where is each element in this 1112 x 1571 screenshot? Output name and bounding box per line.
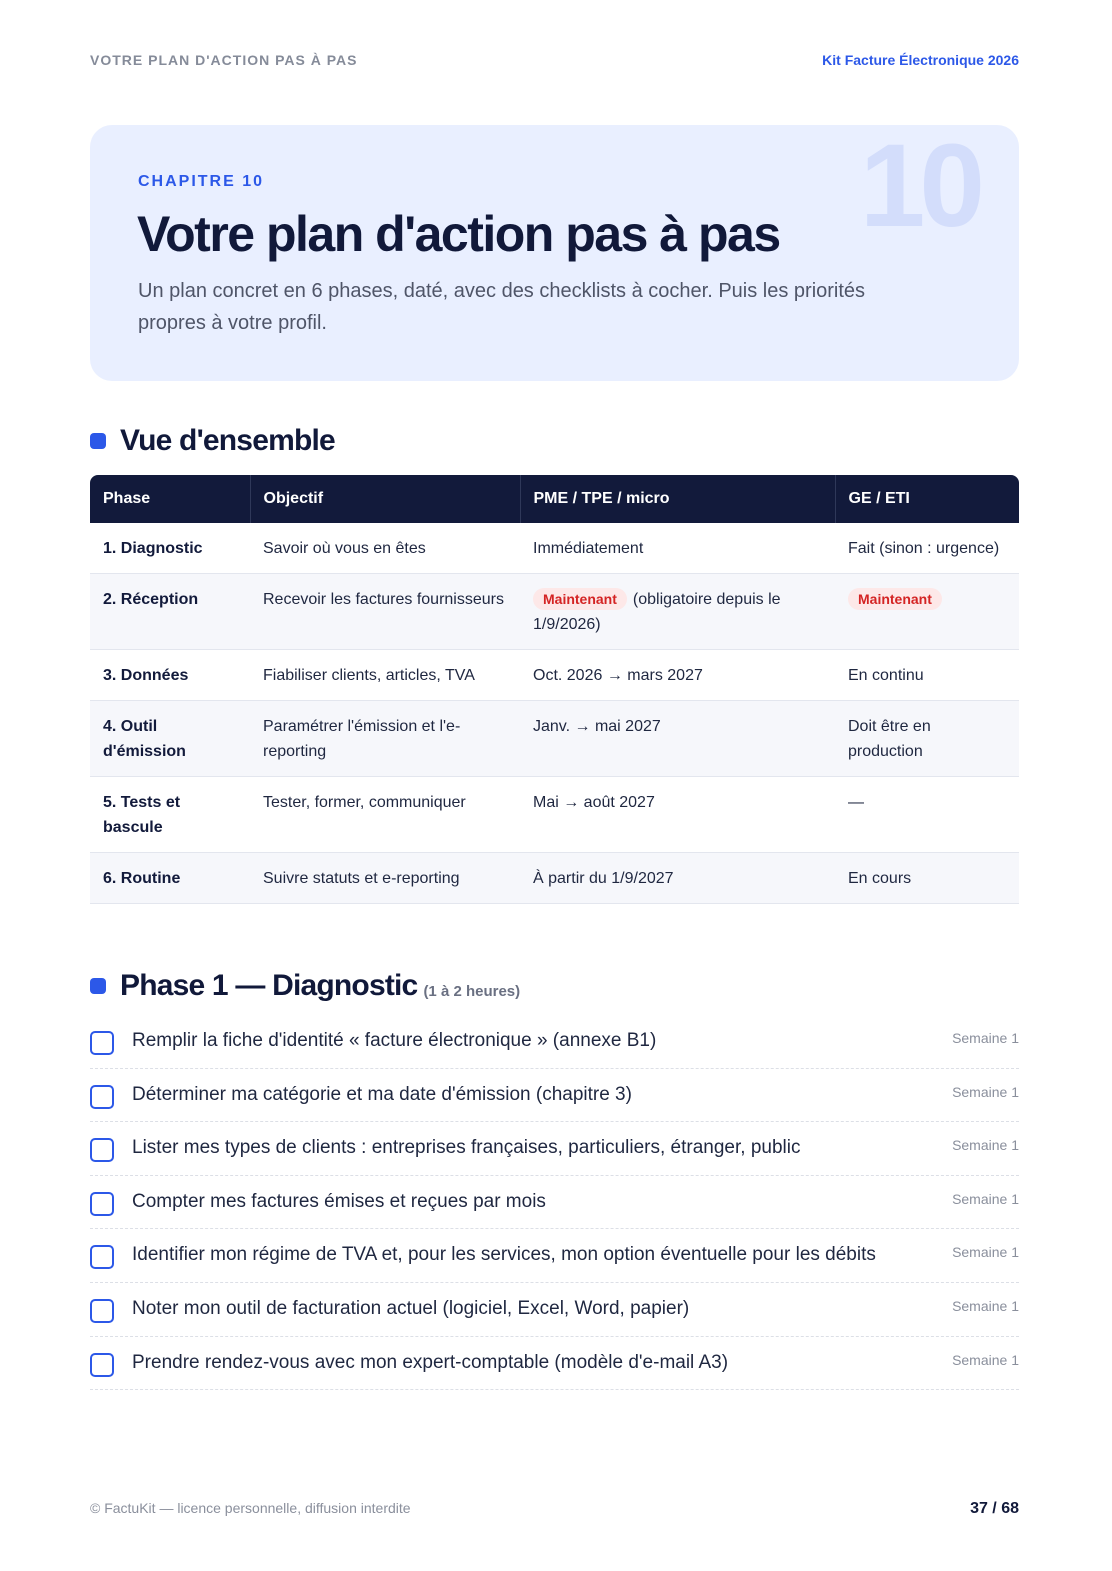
checklist-item[interactable] — [90, 1015, 1019, 1069]
cell-ge: Fait (sinon : urgence) — [835, 523, 1019, 574]
phase1-subtitle: (1 à 2 heures) — [423, 982, 521, 1000]
checkbox[interactable] — [90, 1085, 114, 1109]
cell-ge — [835, 574, 1019, 650]
chapter-card — [90, 125, 1019, 381]
cell-ge: Doit être en production — [835, 701, 1019, 777]
checkbox[interactable] — [90, 1031, 114, 1055]
checklist-item-label: Remplir la fiche d'identité « facture électronique » (annexe B1) — [132, 1030, 657, 1051]
checkbox[interactable] — [90, 1192, 114, 1216]
table-header-row — [90, 475, 1019, 523]
cell-phase: 2. Réception — [90, 574, 250, 650]
cell-phase: 4. Outil d'émission — [90, 701, 250, 777]
checklist-item-label: Compter mes factures émises et reçues par mois — [132, 1190, 546, 1212]
cell-phase: 6. Routine — [90, 853, 250, 904]
checkbox[interactable] — [90, 1138, 114, 1162]
overview-table — [90, 475, 1019, 904]
overview-heading — [90, 424, 335, 458]
cell-pme: Janv. → mai 2027 — [520, 701, 835, 777]
cell-objective: Paramétrer l'émission et l'e-reporting — [250, 701, 520, 777]
phase1-title: Phase 1 — Diagnostic — [120, 969, 418, 1002]
table-row — [90, 777, 1019, 853]
checklist-item[interactable] — [90, 1069, 1019, 1123]
cell-pme: À partir du 1/9/2027 — [520, 853, 835, 904]
table-row — [90, 701, 1019, 777]
cell-ge: En cours — [835, 853, 1019, 904]
chapter-number: 10 — [859, 125, 979, 252]
running-head — [90, 52, 1019, 68]
cell-objective: Recevoir les factures fournisseurs — [250, 574, 520, 650]
cell-pme — [520, 574, 835, 650]
checklist-item-label: Déterminer ma catégorie et ma date d'émission (chapitre 3) — [132, 1083, 632, 1105]
checklist-item[interactable] — [90, 1283, 1019, 1337]
checklist-item[interactable] — [90, 1122, 1019, 1176]
checkbox[interactable] — [90, 1299, 114, 1323]
cell-pme-note: (obligatoire depuis le 1/9/2026) — [533, 591, 781, 633]
cell-phase: 5. Tests et bascule — [90, 777, 250, 853]
table-row — [90, 853, 1019, 904]
phase1-checklist — [90, 1015, 1019, 1390]
cell-pme: Immédiatement — [520, 523, 835, 574]
cell-pme: Oct. 2026 → mars 2027 — [520, 650, 835, 701]
section-bullet — [90, 433, 106, 449]
checklist-item-week: Semaine 1 — [952, 1137, 1019, 1154]
cell-objective: Fiabiliser clients, articles, TVA — [250, 650, 520, 701]
chapter-lead: Un plan concret en 6 phases, daté, avec des checklists à cocher. Puis les priorités propres à votre profil. — [138, 280, 866, 334]
footer-copyright: © FactuKit — licence personnelle, diffusion interdite — [90, 1500, 411, 1516]
status-badge: Maintenant — [848, 588, 942, 610]
checklist-item-label: Lister mes types de clients : entreprises françaises, particuliers, étranger, public — [132, 1137, 801, 1159]
checklist-item-label: Prendre rendez-vous avec mon expert-comptable (modèle d'e-mail A3) — [132, 1351, 729, 1373]
cell-phase: 1. Diagnostic — [90, 523, 250, 574]
checklist-item[interactable] — [90, 1229, 1019, 1283]
table-row — [90, 650, 1019, 701]
checkbox[interactable] — [90, 1245, 114, 1269]
cell-ge: — — [835, 777, 1019, 853]
checklist-item-label: Noter mon outil de facturation actuel (logiciel, Excel, Word, papier) — [132, 1297, 690, 1319]
chapter-title: Votre plan d'action pas à pas — [137, 206, 780, 262]
checklist-item-week: Semaine 1 — [952, 1030, 1019, 1046]
checklist-item-week: Semaine 1 — [952, 1244, 1019, 1261]
header-phase: Phase — [103, 490, 151, 507]
cell-objective: Tester, former, communiquer — [250, 777, 520, 853]
section-bullet — [90, 978, 106, 994]
checklist-item[interactable] — [90, 1337, 1019, 1391]
running-head-left: VOTRE PLAN D'ACTION PAS À PAS — [90, 52, 358, 68]
page-footer — [90, 1500, 1019, 1518]
checklist-item[interactable] — [90, 1176, 1019, 1230]
chapter-kicker: CHAPITRE 10 — [138, 173, 265, 190]
header-pme: PME / TPE / micro — [520, 475, 835, 523]
header-ge: GE / ETI — [835, 475, 1019, 523]
overview-title: Vue d'ensemble — [120, 424, 335, 457]
checklist-item-week: Semaine 1 — [952, 1297, 1019, 1314]
page-number: 37 / 68 — [970, 1500, 1019, 1517]
cell-ge: En continu — [835, 650, 1019, 701]
cell-objective: Savoir où vous en êtes — [250, 523, 520, 574]
table-row — [90, 574, 1019, 650]
cell-pme: Mai → août 2027 — [520, 777, 835, 853]
checklist-item-week: Semaine 1 — [952, 1351, 1019, 1368]
checklist-item-label: Identifier mon régime de TVA et, pour les services, mon option éventuelle pour les débits — [132, 1244, 876, 1266]
checklist-item-week: Semaine 1 — [952, 1190, 1019, 1207]
phase1-heading — [90, 969, 520, 1003]
running-head-right: Kit Facture Électronique 2026 — [822, 52, 1019, 68]
header-objective: Objectif — [250, 475, 520, 523]
checklist-item-week: Semaine 1 — [952, 1083, 1019, 1100]
table-row — [90, 523, 1019, 574]
cell-objective: Suivre statuts et e-reporting — [250, 853, 520, 904]
checkbox[interactable] — [90, 1353, 114, 1377]
cell-phase: 3. Données — [90, 650, 250, 701]
status-badge: Maintenant — [533, 588, 627, 610]
